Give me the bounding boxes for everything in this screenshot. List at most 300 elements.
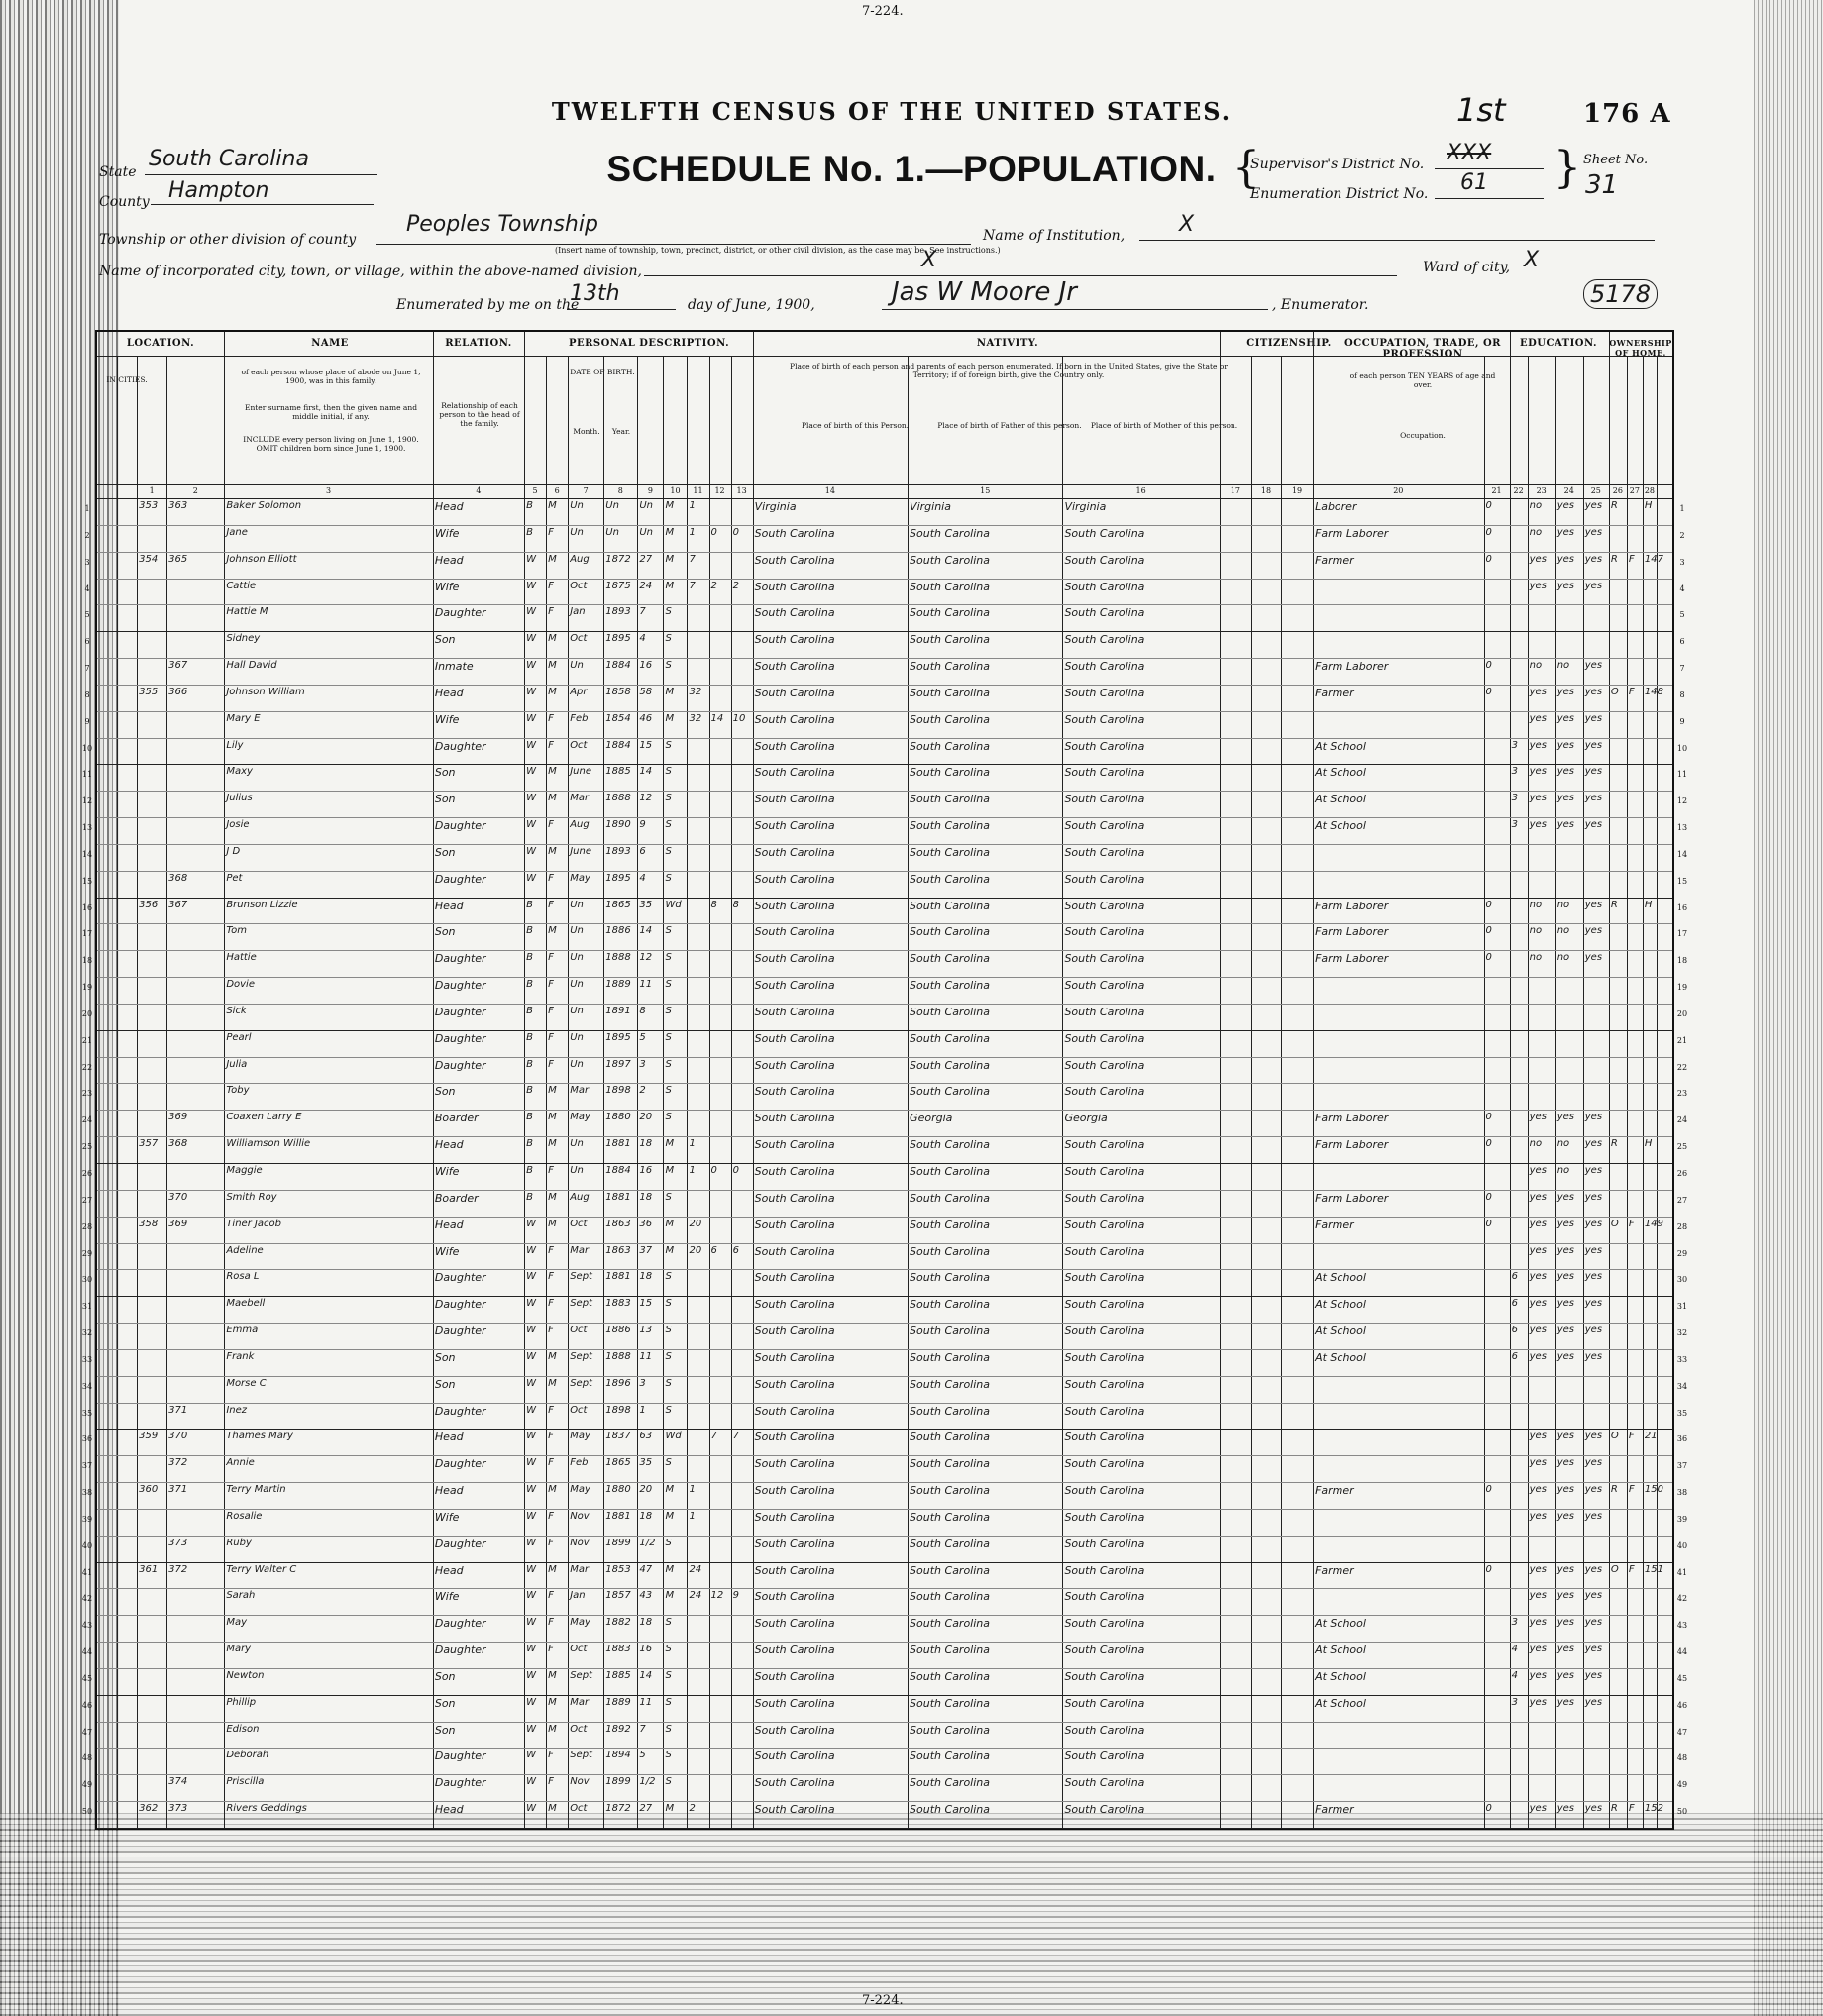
cell-ms: S	[665, 606, 672, 618]
cell-occ: Farmer	[1315, 1563, 1354, 1577]
cell-rel: Head	[434, 686, 464, 699]
township-value: Peoples Township	[406, 212, 598, 237]
cell-sch: 3	[1511, 819, 1518, 831]
cell-age: 37	[639, 1244, 653, 1256]
cell-yr: 1880	[605, 1112, 631, 1123]
row-number-right: 39	[1676, 1514, 1688, 1524]
cell-yrsm: 24	[689, 1563, 702, 1575]
cell-name: Baker Solomon	[226, 500, 302, 511]
enumerated-day-underline	[567, 309, 676, 310]
row-number-right: 46	[1676, 1700, 1688, 1710]
cell-mn: 0	[1485, 686, 1492, 697]
cell-wr: no	[1556, 1165, 1570, 1176]
cell-occ: Laborer	[1315, 500, 1357, 513]
sub-date-of-birth: DATE OF BIRTH.	[570, 368, 635, 376]
cell-rel: Wife	[434, 1165, 460, 1178]
cell-mo: Un	[570, 1058, 584, 1070]
cell-pobm: South Carolina	[1064, 979, 1145, 993]
cell-wr: yes	[1556, 712, 1574, 724]
cell-yr: 1895	[605, 872, 631, 884]
cell-sch: 3	[1511, 766, 1518, 778]
cell-age: 18	[639, 1138, 653, 1150]
cell-yr: 1882	[605, 1617, 631, 1629]
cell-age: 2	[639, 1085, 646, 1097]
cell-age: 8	[639, 1005, 646, 1016]
cell-wr: yes	[1556, 580, 1574, 591]
table-row	[97, 1455, 1672, 1483]
cell-occ: At School	[1315, 1298, 1366, 1312]
cell-yr: 1889	[605, 1696, 631, 1708]
row-number-right: 16	[1676, 902, 1688, 912]
cell-farm: H	[1644, 899, 1653, 910]
cell-pob: South Carolina	[754, 1005, 835, 1018]
cell-rd: yes	[1529, 1590, 1547, 1602]
cell-yr: 1892	[605, 1723, 631, 1735]
cell-pobf: South Carolina	[910, 526, 991, 540]
cell-pobf: South Carolina	[910, 580, 991, 593]
sub-name-desc: of each person whose place of abode on June 1, 1900, was in this family.	[241, 368, 421, 385]
cell-pobf: South Carolina	[910, 1377, 991, 1391]
cell-col: W	[526, 1803, 536, 1815]
cell-rd: yes	[1529, 1644, 1547, 1655]
cell-name: Sidney	[226, 633, 261, 645]
cell-wr: yes	[1556, 739, 1574, 751]
cell-name: Rivers Geddings	[226, 1803, 307, 1815]
row-number-left: 21	[81, 1035, 93, 1045]
cell-pobm: South Carolina	[1064, 739, 1145, 753]
cell-pobf: South Carolina	[910, 979, 991, 993]
cell-name: Adeline	[226, 1244, 264, 1256]
row-number-left: 17	[81, 929, 93, 939]
header-rule	[97, 356, 1672, 357]
cell-ms: S	[665, 1457, 672, 1469]
cell-name: Toby	[226, 1085, 250, 1097]
cell-yr: 1881	[605, 1510, 631, 1522]
column-number: 18	[1260, 486, 1272, 495]
cell-yr: 1898	[605, 1085, 631, 1097]
cell-age: 9	[639, 819, 646, 831]
cell-ff: F	[1628, 1484, 1635, 1496]
row-number-left: 43	[81, 1621, 93, 1631]
cell-col: W	[526, 1723, 536, 1735]
cell-yr: 1895	[605, 1031, 631, 1043]
row-number-right: 12	[1676, 796, 1688, 806]
cell-ms: S	[665, 1005, 672, 1016]
cell-age: 18	[639, 1617, 653, 1629]
row-number-right: 34	[1676, 1381, 1688, 1391]
enumerated-day: 13th	[570, 281, 620, 306]
row-number-left: 13	[81, 823, 93, 833]
row-number-left: 5	[84, 610, 90, 620]
cell-sch: 6	[1511, 1298, 1518, 1310]
ward-value: X	[1524, 248, 1540, 272]
cell-pob: South Carolina	[754, 1457, 835, 1471]
cell-pobf: South Carolina	[910, 1031, 991, 1045]
cell-rel: Boarder	[434, 1191, 479, 1205]
cell-wr: yes	[1556, 553, 1574, 565]
cell-pobf: South Carolina	[910, 553, 991, 567]
column-number: 13	[736, 486, 747, 495]
cell-rel: Son	[434, 1723, 456, 1737]
cell-ch: 0	[710, 526, 717, 538]
cell-col: B	[526, 925, 533, 937]
cell-yrsm: 20	[689, 1218, 702, 1229]
table-row	[97, 685, 1672, 712]
schedule-title: SCHEDULE No. 1.—POPULATION.	[606, 149, 1217, 189]
table-row	[97, 1323, 1672, 1350]
cell-col: B	[526, 1005, 533, 1016]
cell-age: 20	[639, 1484, 653, 1496]
row-number-left: 22	[81, 1062, 93, 1072]
cell-farm: 21	[1644, 1431, 1658, 1442]
cell-fam: 369	[168, 1218, 188, 1229]
cell-pobm: South Carolina	[1064, 1669, 1145, 1683]
cell-ms: S	[665, 1350, 672, 1362]
cell-ch: 7	[710, 1431, 717, 1442]
cell-occ: Farmer	[1315, 1484, 1354, 1498]
cell-name: Brunson Lizzie	[226, 899, 298, 910]
cell-fam: 363	[168, 500, 188, 511]
cell-ms: S	[665, 1058, 672, 1070]
institution-label: Name of Institution,	[983, 228, 1126, 244]
state-underline	[145, 174, 377, 175]
cell-age: 4	[639, 633, 646, 645]
cell-pobf: South Carolina	[910, 1404, 991, 1418]
cell-yr: 1865	[605, 1457, 631, 1469]
cell-own: R	[1610, 1803, 1618, 1815]
cell-pobf: South Carolina	[910, 766, 991, 780]
cell-mn: 0	[1485, 500, 1492, 511]
cell-yrsm: 2	[689, 1803, 696, 1815]
cell-pobm: South Carolina	[1064, 686, 1145, 699]
cell-yr: 1893	[605, 606, 631, 618]
cell-pobm: South Carolina	[1064, 1457, 1145, 1471]
cell-ms: S	[665, 739, 672, 751]
group-name: NAME	[311, 338, 349, 349]
cell-age: 27	[639, 1803, 653, 1815]
township-underline	[376, 244, 971, 245]
cell-pobf: South Carolina	[910, 1617, 991, 1631]
cell-name: Sick	[226, 1005, 247, 1016]
row-number-left: 36	[81, 1434, 93, 1444]
cell-wr: yes	[1556, 1431, 1574, 1442]
cell-pob: Virginia	[754, 500, 797, 513]
cell-farm: 151	[1644, 1563, 1664, 1575]
cell-rel: Daughter	[434, 1325, 486, 1338]
cell-ms: S	[665, 766, 672, 778]
cell-pobf: South Carolina	[910, 1644, 991, 1657]
group-citizenship: CITIZENSHIP.	[1246, 338, 1332, 349]
cell-pobm: South Carolina	[1064, 1696, 1145, 1710]
cell-sex: M	[548, 925, 557, 937]
row-number-left: 3	[84, 557, 90, 567]
cell-age: 7	[639, 1723, 646, 1735]
cell-pobm: South Carolina	[1064, 1350, 1145, 1364]
table-row	[97, 1296, 1672, 1324]
cell-pobf: South Carolina	[910, 1590, 991, 1604]
cell-pobm: South Carolina	[1064, 1138, 1145, 1152]
cell-pob: South Carolina	[754, 1244, 835, 1258]
column-number: 10	[670, 486, 681, 495]
row-number-left: 38	[81, 1488, 93, 1498]
cell-wr: yes	[1556, 1510, 1574, 1522]
cell-ms: S	[665, 952, 672, 964]
cell-pob: South Carolina	[754, 1590, 835, 1604]
cell-rd: yes	[1529, 1510, 1547, 1522]
cell-pobm: South Carolina	[1064, 1404, 1145, 1418]
cell-en: yes	[1584, 712, 1603, 724]
row-number-left: 26	[81, 1169, 93, 1178]
cell-mo: Oct	[570, 739, 588, 751]
cell-age: 20	[639, 1112, 653, 1123]
city-label: Name of incorporated city, town, or village, within the above-named division,	[99, 264, 642, 279]
cell-pob: South Carolina	[754, 1325, 835, 1338]
row-number-right: 37	[1676, 1461, 1688, 1471]
cell-age: Un	[639, 500, 654, 511]
row-number-right: 49	[1676, 1780, 1688, 1790]
cell-dw: 358	[139, 1218, 159, 1229]
cell-yr: 1899	[605, 1537, 631, 1548]
table-row	[97, 498, 1672, 526]
cell-rd: yes	[1529, 1271, 1547, 1283]
cell-pobf: Virginia	[910, 500, 951, 513]
table-row	[97, 552, 1672, 580]
cell-pobf: South Carolina	[910, 1298, 991, 1312]
cell-col: W	[526, 712, 536, 724]
cell-name: Williamson Willie	[226, 1138, 311, 1150]
column-number: 11	[693, 486, 703, 495]
cell-sch: 3	[1511, 1696, 1518, 1708]
cell-rel: Daughter	[434, 1537, 486, 1550]
cell-mo: June	[570, 766, 591, 778]
cell-yr: 1881	[605, 1138, 631, 1150]
cell-fam: 366	[168, 686, 188, 697]
cell-col: B	[526, 500, 533, 511]
cell-chl: 6	[732, 1244, 739, 1256]
cell-ms: M	[665, 1484, 675, 1496]
cell-yr: 1853	[605, 1563, 631, 1575]
cell-pob: South Carolina	[754, 660, 835, 674]
cell-en: yes	[1584, 1191, 1603, 1203]
cell-farm: 152	[1644, 1803, 1664, 1815]
cell-age: 16	[639, 1644, 653, 1655]
cell-occ: Farm Laborer	[1315, 526, 1389, 540]
cell-ms: S	[665, 819, 672, 831]
cell-name: Tiner Jacob	[226, 1218, 282, 1229]
cell-ms: S	[665, 1669, 672, 1681]
cell-en: yes	[1584, 1644, 1603, 1655]
form-code-bottom: 7-224.	[862, 1993, 904, 2008]
cell-sex: F	[548, 1165, 554, 1176]
cell-fam: 368	[168, 1138, 188, 1150]
cell-age: 14	[639, 1669, 653, 1681]
cell-ff: F	[1628, 1431, 1635, 1442]
row-number-right: 48	[1676, 1753, 1688, 1763]
row-number-right: 43	[1676, 1621, 1688, 1631]
cell-yrsm: 7	[689, 580, 696, 591]
cell-ms: M	[665, 712, 675, 724]
cell-rd: yes	[1529, 1431, 1547, 1442]
cell-ff: F	[1628, 1803, 1635, 1815]
cell-sch: 4	[1511, 1669, 1518, 1681]
cell-rel: Son	[434, 1377, 456, 1391]
cell-pobm: South Carolina	[1064, 633, 1145, 647]
cell-pobm: South Carolina	[1064, 1431, 1145, 1444]
cell-rel: Daughter	[434, 1404, 486, 1418]
cell-en: yes	[1584, 1431, 1603, 1442]
cell-pobm: South Carolina	[1064, 553, 1145, 567]
cell-pobm: South Carolina	[1064, 845, 1145, 859]
cell-occ: Farm Laborer	[1315, 1191, 1389, 1205]
cell-pobm: South Carolina	[1064, 526, 1145, 540]
cell-pobm: South Carolina	[1064, 1617, 1145, 1631]
cell-sex: F	[548, 1510, 554, 1522]
cell-yr: 1857	[605, 1590, 631, 1602]
cell-fam: 372	[168, 1563, 188, 1575]
cell-ms: S	[665, 1085, 672, 1097]
cell-pobf: South Carolina	[910, 1191, 991, 1205]
cell-fam: 370	[168, 1431, 188, 1442]
cell-mo: Oct	[570, 1325, 588, 1336]
cell-ms: S	[665, 872, 672, 884]
row-number-left: 42	[81, 1594, 93, 1604]
cell-col: B	[526, 1085, 533, 1097]
cell-pob: South Carolina	[754, 739, 835, 753]
cell-sex: M	[548, 793, 557, 804]
table-row	[97, 1668, 1672, 1696]
cell-ch: 14	[710, 712, 724, 724]
cell-ms: S	[665, 1696, 672, 1708]
cell-mo: Aug	[570, 1191, 590, 1203]
cell-occ: Farmer	[1315, 1218, 1354, 1231]
row-number-left: 20	[81, 1008, 93, 1018]
cell-rel: Wife	[434, 712, 460, 726]
cell-pobm: South Carolina	[1064, 1165, 1145, 1178]
cell-rd: yes	[1529, 1617, 1547, 1629]
cell-age: 24	[639, 580, 653, 591]
cell-ms: S	[665, 1191, 672, 1203]
cell-sch: 6	[1511, 1325, 1518, 1336]
cell-sex: F	[548, 1244, 554, 1256]
cell-rel: Son	[434, 793, 456, 806]
cell-mo: Nov	[570, 1537, 590, 1548]
cell-mn: 0	[1485, 925, 1492, 937]
cell-sex: M	[548, 1085, 557, 1097]
table-row	[97, 1083, 1672, 1111]
enumerated-label: Enumerated by me on the	[396, 297, 580, 313]
cell-occ: At School	[1315, 793, 1366, 806]
cell-col: W	[526, 1244, 536, 1256]
cell-col: W	[526, 1325, 536, 1336]
sub-relation-desc: Relationship of each person to the head of the family.	[439, 401, 520, 428]
sub-year: Year.	[611, 427, 631, 436]
cell-yr: 1865	[605, 899, 631, 910]
cell-occ: Farmer	[1315, 1803, 1354, 1817]
cell-ch: 2	[710, 580, 717, 591]
row-number-left: 4	[84, 584, 90, 593]
cell-name: Tom	[226, 925, 248, 937]
cell-sex: F	[548, 1617, 554, 1629]
cell-age: 27	[639, 553, 653, 565]
row-number-left: 37	[81, 1461, 93, 1471]
cell-pobf: South Carolina	[910, 1803, 991, 1817]
cell-en: yes	[1584, 766, 1603, 778]
cell-en: yes	[1584, 686, 1603, 697]
row-number-right: 2	[1679, 530, 1685, 540]
cell-chl: 0	[732, 526, 739, 538]
cell-mo: Un	[570, 660, 584, 672]
row-number-left: 35	[81, 1408, 93, 1418]
cell-pob: South Carolina	[754, 793, 835, 806]
column-number: 8	[617, 486, 623, 495]
cell-own: R	[1610, 1138, 1618, 1150]
cell-occ: At School	[1315, 739, 1366, 753]
cell-pob: South Carolina	[754, 925, 835, 939]
cell-sex: M	[548, 1484, 557, 1496]
cell-rel: Son	[434, 766, 456, 780]
cell-yr: 1888	[605, 793, 631, 804]
row-number-right: 6	[1679, 637, 1685, 647]
table-row	[97, 1349, 1672, 1377]
cell-age: 11	[639, 1350, 653, 1362]
cell-sex: F	[548, 899, 554, 910]
cell-fam: 373	[168, 1537, 188, 1548]
cell-age: 1/2	[639, 1776, 656, 1788]
group-education: EDUCATION.	[1520, 338, 1597, 349]
cell-rel: Daughter	[434, 1457, 486, 1471]
cell-name: Cattie	[226, 580, 257, 591]
cell-en: yes	[1584, 925, 1603, 937]
cell-occ: At School	[1315, 819, 1366, 833]
cell-name: Maebell	[226, 1298, 266, 1310]
population-table	[95, 330, 1674, 1830]
cell-col: W	[526, 845, 536, 857]
cell-rd: yes	[1529, 1325, 1547, 1336]
row-number-left: 30	[81, 1275, 93, 1285]
cell-age: 5	[639, 1031, 646, 1043]
cell-sex: F	[548, 1404, 554, 1416]
cell-ms: M	[665, 1590, 675, 1602]
row-number-right: 5	[1679, 610, 1685, 620]
cell-rel: Daughter	[434, 1617, 486, 1631]
cell-fam: 371	[168, 1484, 188, 1496]
cell-mo: Mar	[570, 1085, 590, 1097]
cell-rd: yes	[1529, 1191, 1547, 1203]
cell-mo: Un	[570, 1031, 584, 1043]
row-number-left: 2	[84, 530, 90, 540]
cell-mn: 0	[1485, 526, 1492, 538]
city-value: X	[921, 248, 937, 272]
cell-en: yes	[1584, 1350, 1603, 1362]
cell-age: 18	[639, 1510, 653, 1522]
cell-en: yes	[1584, 526, 1603, 538]
cell-farm: 148	[1644, 686, 1664, 697]
cell-ms: M	[665, 1563, 675, 1575]
cell-ms: M	[665, 500, 675, 511]
cell-occ: At School	[1315, 1644, 1366, 1657]
table-row	[97, 923, 1672, 951]
row-number-right: 44	[1676, 1647, 1688, 1657]
cell-age: 35	[639, 1457, 653, 1469]
cell-name: Coaxen Larry E	[226, 1112, 302, 1123]
cell-col: W	[526, 1431, 536, 1442]
cell-pobm: South Carolina	[1064, 766, 1145, 780]
cell-pobm: South Carolina	[1064, 1218, 1145, 1231]
cell-col: W	[526, 1617, 536, 1629]
cell-sex: F	[548, 1031, 554, 1043]
cell-rd: yes	[1529, 1696, 1547, 1708]
cell-rel: Daughter	[434, 739, 486, 753]
